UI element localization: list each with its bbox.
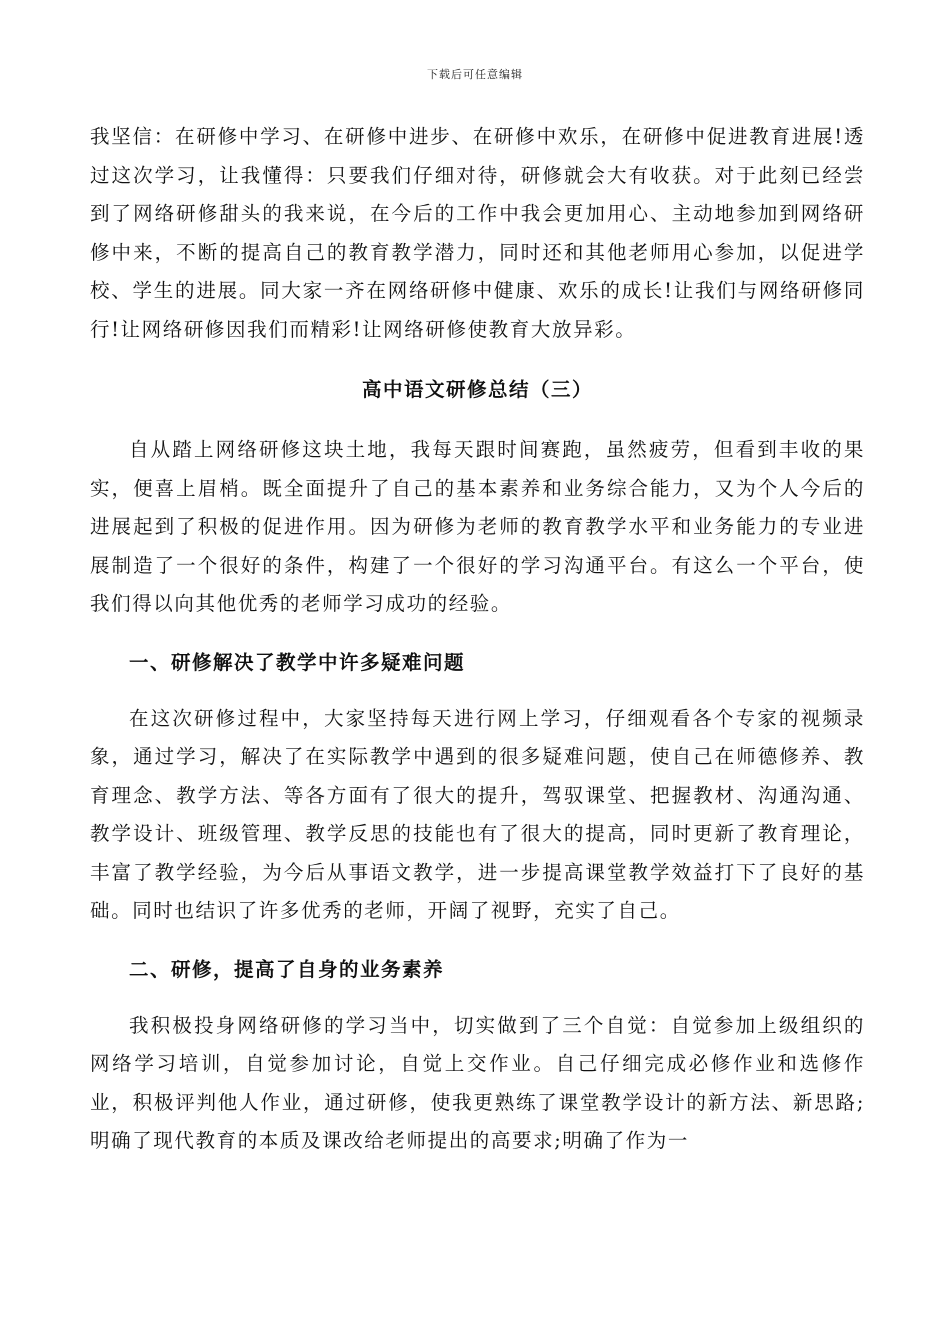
section-1-body: 在这次研修过程中，大家坚持每天进行网上学习，仔细观看各个专家的视频录象，通过学习，解决了在实际教学中遇到的很多疑难问题，使自己在师德修养、教育理念、教学方法、等各方面有了很大的提升，驾驭课堂、把握教材、沟通沟通、教学设计、班级管理、教学反思的技能也有了很大的提高，同时更新了教育理论，丰富了教学经验，为今后从事语文教学，进一步提高课堂教学效益打下了良好的基础。同时也结识了许多优秀的老师，开阔了视野，充实了自己。: [90, 706, 865, 922]
document-body: [90, 118, 865, 1161]
section-2-body: 我积极投身网络研修的学习当中，切实做到了三个自觉：自觉参加上级组织的网络学习培训，自觉参加讨论，自觉上交作业。自己仔细完成必修作业和选修作业，积极评判他人作业，通过研修，使我更熟练了课堂教学设计的新方法、新思路;明确了现代教育的本质及课改给老师提出的高要求;明确了作为一: [90, 1013, 865, 1152]
section-2-heading: 二、研修，提高了自身的业务素养: [129, 957, 445, 981]
header-note: 下载后可任意编辑: [427, 68, 523, 81]
opening-paragraph: 自从踏上网络研修这块土地，我每天跟时间赛跑，虽然疲劳，但看到丰收的果实，便喜上眉梢。既全面提升了自己的基本素养和业务综合能力，又为个人今后的进展起到了积极的促进作用。因为研修为老师的教育教学水平和业务能力的专业进展制造了一个很好的条件，构建了一个很好的学习沟通平台。有这么一个平台，使我们得以向其他优秀的老师学习成功的经验。: [90, 438, 865, 615]
intro-paragraph: 我坚信：在研修中学习、在研修中进步、在研修中欢乐，在研修中促进教育进展!透过这次学习，让我懂得：只要我们仔细对待，研修就会大有收获。对于此刻已经尝到了网络研修甜头的我来说，在今后的工作中我会更加用心、主动地参加到网络研修中来，不断的提高自己的教育教学潜力，同时还和其他老师用心参加，以促进学校、学生的进展。同大家一齐在网络研修中健康、欢乐的成长!让我们与网络研修同行!让网络研修因我们而精彩!让网络研修使教育大放异彩。: [90, 125, 865, 341]
document-title: 高中语文研修总结（三）: [361, 378, 593, 401]
section-1-heading: 一、研修解决了教学中许多疑难问题: [129, 650, 466, 674]
